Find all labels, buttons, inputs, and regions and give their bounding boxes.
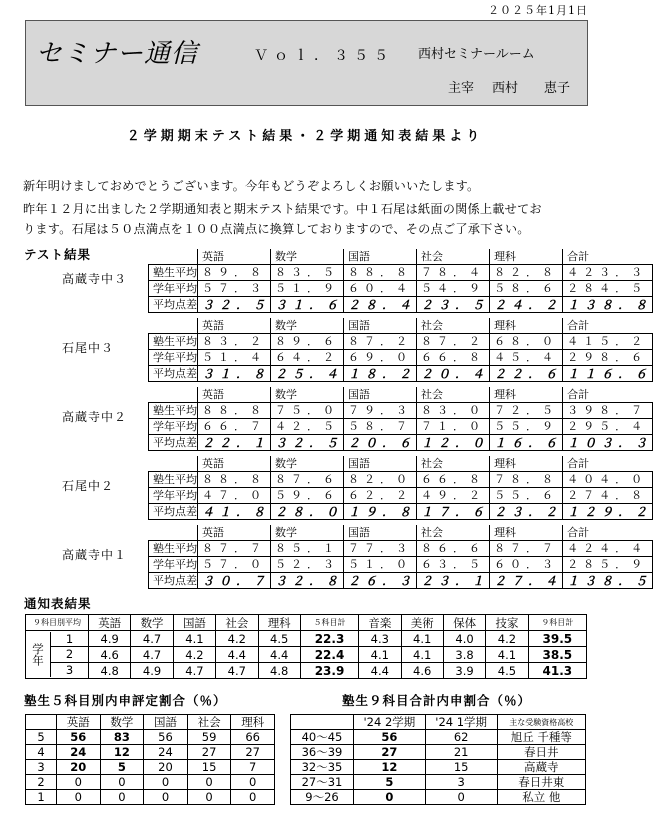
score-cell: ４７．０ bbox=[198, 488, 271, 504]
subject-header: 国語 bbox=[344, 525, 417, 541]
score-cell: ７５．０ bbox=[271, 403, 344, 419]
score-cell: ６６．７ bbox=[198, 419, 271, 435]
intro-line: ります。石尾は５０点満点を１００点満点に換算しておりますので、その点ご了承下さい。 bbox=[23, 222, 530, 236]
grade-cell: 4.6 bbox=[401, 663, 443, 679]
subject-header: 合計 bbox=[563, 318, 653, 334]
grade-cell: 4.2 bbox=[173, 647, 215, 663]
score-cell: ５７．３ bbox=[198, 281, 271, 297]
score-cell: １１６．６ bbox=[563, 366, 653, 382]
ratio5-cell: 0 bbox=[231, 775, 275, 790]
subject-header: 英語 bbox=[198, 525, 271, 541]
ratio5-cell: 0 bbox=[100, 790, 144, 805]
school-score-table bbox=[148, 249, 653, 313]
subject-header: 英語 bbox=[198, 318, 271, 334]
grade-cell: 4.4 bbox=[216, 647, 258, 663]
ratio9-cell: 56 bbox=[354, 730, 426, 745]
score-cell: ３０．７ bbox=[198, 573, 271, 589]
ratio5-cell: 0 bbox=[187, 790, 231, 805]
grade-header: 社会 bbox=[216, 615, 258, 631]
grade-header: 技家 bbox=[486, 615, 528, 631]
organization-name: 西村セミナールーム bbox=[418, 47, 535, 62]
score-cell: ２７．４ bbox=[490, 573, 563, 589]
ratio9-cell: 春日井 bbox=[497, 745, 585, 760]
score-cell: １９．８ bbox=[344, 504, 417, 520]
intro-line: 昨年１２月に出ました２学期通知表と期末テスト結果です。中１石尾は紙面の関係上載せてお bbox=[23, 202, 542, 216]
score-cell: ７９．３ bbox=[344, 403, 417, 419]
grade-cell: 4.1 bbox=[401, 647, 443, 663]
subject-header: 合計 bbox=[563, 456, 653, 472]
row-label: 平均点差 bbox=[149, 297, 198, 313]
score-cell: ８３．２ bbox=[198, 334, 271, 350]
grade-table-corner: ９科目別平均 bbox=[26, 615, 89, 631]
subject-header: 合計 bbox=[563, 387, 653, 403]
score-cell: ２０．４ bbox=[417, 366, 490, 382]
row-label: 学年平均 bbox=[149, 419, 198, 435]
grade-cell: 4.7 bbox=[131, 631, 173, 647]
intro-line: 新年明けましておめでとうございます。今年もどうぞよろしくお願いいたします。 bbox=[23, 179, 480, 193]
subject-header: 理科 bbox=[490, 249, 563, 265]
school-score-table bbox=[148, 318, 653, 382]
score-cell: ８８．８ bbox=[344, 265, 417, 281]
school-name: 石尾中３ bbox=[62, 341, 115, 355]
ratio5-cell: 0 bbox=[100, 775, 144, 790]
ratio5-cell: 24 bbox=[57, 745, 101, 760]
score-cell: ２２．６ bbox=[490, 366, 563, 382]
score-cell: ７２．５ bbox=[490, 403, 563, 419]
ratio9-cell: 12 bbox=[354, 760, 426, 775]
ratio5-cell: 66 bbox=[231, 730, 275, 745]
subject-header: 国語 bbox=[344, 456, 417, 472]
subject-header: 合計 bbox=[563, 525, 653, 541]
grade-cell: 4.4 bbox=[359, 663, 401, 679]
grade-side-cell bbox=[26, 631, 89, 679]
grade-cell: 4.1 bbox=[401, 631, 443, 647]
score-cell: ５２．３ bbox=[271, 557, 344, 573]
score-cell: ７１．０ bbox=[417, 419, 490, 435]
score-cell: ８７．２ bbox=[417, 334, 490, 350]
ratio9-cell: 62 bbox=[425, 730, 497, 745]
score-cell: ６４．２ bbox=[271, 350, 344, 366]
score-cell: ２８．４ bbox=[344, 297, 417, 313]
score-cell: １０３．３ bbox=[563, 435, 653, 451]
ratio5-cell: 0 bbox=[231, 790, 275, 805]
school-name: 石尾中２ bbox=[62, 479, 115, 493]
score-cell: １７．６ bbox=[417, 504, 490, 520]
score-cell: ４２３．３ bbox=[563, 265, 653, 281]
score-cell: １３８．５ bbox=[563, 573, 653, 589]
row-label: 学年平均 bbox=[149, 281, 198, 297]
subject-header: 数学 bbox=[271, 456, 344, 472]
ratio9-cell: 21 bbox=[425, 745, 497, 760]
subject-header: 英語 bbox=[198, 387, 271, 403]
score-cell: ２７４．８ bbox=[563, 488, 653, 504]
row-label: 平均点差 bbox=[149, 573, 198, 589]
ratio9-cell: 5 bbox=[354, 775, 426, 790]
score-cell: ５５．６ bbox=[490, 488, 563, 504]
ratio9-table bbox=[290, 714, 586, 805]
grade-average-table bbox=[25, 614, 587, 679]
subject-header: 社会 bbox=[417, 456, 490, 472]
score-corner bbox=[149, 525, 198, 541]
ratio5-cell: 83 bbox=[100, 730, 144, 745]
row-label: 塾生平均 bbox=[149, 334, 198, 350]
grade-cell: 3.9 bbox=[443, 663, 485, 679]
row-label: 塾生平均 bbox=[149, 472, 198, 488]
ratio5-cell: 56 bbox=[57, 730, 101, 745]
subject-header: 国語 bbox=[344, 387, 417, 403]
score-cell: ３１．８ bbox=[198, 366, 271, 382]
subject-header: 社会 bbox=[417, 249, 490, 265]
ratio9-heading: 塾生９科目合計内申割合（％） bbox=[342, 693, 532, 708]
grade-header: 美術 bbox=[401, 615, 443, 631]
row-label: 塾生平均 bbox=[149, 541, 198, 557]
grade-header: ５科目計 bbox=[300, 615, 358, 631]
grade-cell: 4.9 bbox=[89, 631, 131, 647]
subject-header: 社会 bbox=[417, 318, 490, 334]
ratio5-cell: 4 bbox=[26, 745, 57, 760]
score-cell: ６０．４ bbox=[344, 281, 417, 297]
score-cell: ３２．５ bbox=[271, 435, 344, 451]
score-cell: ８２．０ bbox=[344, 472, 417, 488]
score-cell: ８６．６ bbox=[417, 541, 490, 557]
score-cell: ６３．５ bbox=[417, 557, 490, 573]
ratio5-table bbox=[25, 714, 275, 805]
score-corner bbox=[149, 387, 198, 403]
subject-header: 社会 bbox=[417, 387, 490, 403]
subject-header: 数学 bbox=[271, 525, 344, 541]
grade-cell: 4.5 bbox=[258, 631, 300, 647]
grade-cell: 4.2 bbox=[486, 631, 528, 647]
score-cell: ４９．２ bbox=[417, 488, 490, 504]
subject-header: 理科 bbox=[490, 456, 563, 472]
score-cell: １２．０ bbox=[417, 435, 490, 451]
score-cell: ７８．８ bbox=[490, 472, 563, 488]
score-cell: ８７．６ bbox=[271, 472, 344, 488]
score-cell: ５１．４ bbox=[198, 350, 271, 366]
score-cell: ２２．１ bbox=[198, 435, 271, 451]
ratio5-cell: 27 bbox=[187, 745, 231, 760]
subject-header: 数学 bbox=[271, 318, 344, 334]
row-label: 学年平均 bbox=[149, 350, 198, 366]
grade-year: 3 bbox=[65, 662, 74, 677]
score-corner bbox=[149, 456, 198, 472]
grade-cell: 4.5 bbox=[486, 663, 528, 679]
row-label: 学年平均 bbox=[149, 488, 198, 504]
score-cell: ４０４．０ bbox=[563, 472, 653, 488]
subject-header: 理科 bbox=[490, 387, 563, 403]
ratio9-cell: 0 bbox=[425, 790, 497, 805]
score-cell: ８８．８ bbox=[198, 472, 271, 488]
school-name: 高蔵寺中１ bbox=[62, 548, 128, 562]
score-cell: ５１．９ bbox=[271, 281, 344, 297]
score-cell: ２５．４ bbox=[271, 366, 344, 382]
ratio9-corner bbox=[291, 715, 354, 730]
ratio9-cell: 私立 他 bbox=[497, 790, 585, 805]
ratio9-cell: 春日井東 bbox=[497, 775, 585, 790]
headline: ２学期期末テスト結果・２学期通知表結果より bbox=[126, 129, 484, 144]
grade-cell: 22.3 bbox=[300, 631, 358, 647]
test-results-heading: テスト結果 bbox=[24, 247, 92, 262]
grade-cell: 39.5 bbox=[528, 631, 586, 647]
score-cell: ８２．８ bbox=[490, 265, 563, 281]
score-cell: ８７．２ bbox=[344, 334, 417, 350]
score-cell: ３９８．７ bbox=[563, 403, 653, 419]
score-cell: ６９．０ bbox=[344, 350, 417, 366]
grade-cell: 4.1 bbox=[173, 631, 215, 647]
grade-cell: 4.2 bbox=[216, 631, 258, 647]
grade-cell: 4.3 bbox=[359, 631, 401, 647]
score-cell: ６０．３ bbox=[490, 557, 563, 573]
grade-cell: 41.3 bbox=[528, 663, 586, 679]
score-cell: ２６．３ bbox=[344, 573, 417, 589]
grade-header: ９科目計 bbox=[528, 615, 586, 631]
ratio5-cell: 59 bbox=[187, 730, 231, 745]
ratio5-heading: 塾生５科目別内申評定割合（％） bbox=[24, 693, 227, 708]
grade-header: 音楽 bbox=[359, 615, 401, 631]
subject-header: 数学 bbox=[271, 249, 344, 265]
grade-cell: 23.9 bbox=[300, 663, 358, 679]
ratio9-cell: 36～39 bbox=[291, 745, 354, 760]
row-label: 平均点差 bbox=[149, 366, 198, 382]
score-cell: ２４．２ bbox=[490, 297, 563, 313]
score-cell: ４１５．２ bbox=[563, 334, 653, 350]
grade-cell: 4.1 bbox=[359, 647, 401, 663]
ratio5-header: 理科 bbox=[231, 715, 275, 730]
grade-cell: 4.4 bbox=[258, 647, 300, 663]
score-cell: ５５．９ bbox=[490, 419, 563, 435]
score-cell: ８９．６ bbox=[271, 334, 344, 350]
grade-header: 英語 bbox=[89, 615, 131, 631]
subject-header: 合計 bbox=[563, 249, 653, 265]
score-cell: ３２．５ bbox=[198, 297, 271, 313]
ratio5-corner bbox=[26, 715, 57, 730]
score-cell: ４５．４ bbox=[490, 350, 563, 366]
score-cell: １３８．８ bbox=[563, 297, 653, 313]
score-cell: ３２．８ bbox=[271, 573, 344, 589]
row-label: 平均点差 bbox=[149, 504, 198, 520]
score-corner bbox=[149, 318, 198, 334]
ratio9-header: 主な受験資格高校 bbox=[497, 715, 585, 730]
grade-header: 数学 bbox=[131, 615, 173, 631]
score-cell: ８３．０ bbox=[417, 403, 490, 419]
ratio5-cell: 0 bbox=[144, 790, 188, 805]
ratio5-header: 国語 bbox=[144, 715, 188, 730]
score-cell: ８７．７ bbox=[198, 541, 271, 557]
score-cell: ４２４．４ bbox=[563, 541, 653, 557]
ratio5-cell: 56 bbox=[144, 730, 188, 745]
score-cell: ６６．８ bbox=[417, 472, 490, 488]
grade-cell: 4.8 bbox=[258, 663, 300, 679]
newsletter-title: セミナー通信 bbox=[36, 39, 199, 69]
grade-header: 国語 bbox=[173, 615, 215, 631]
grade-cell: 4.7 bbox=[131, 647, 173, 663]
ratio5-cell: 1 bbox=[26, 790, 57, 805]
grade-cell: 22.4 bbox=[300, 647, 358, 663]
score-cell: ２３．２ bbox=[490, 504, 563, 520]
role-label: 主宰 bbox=[448, 81, 475, 96]
score-cell: ６８．０ bbox=[490, 334, 563, 350]
ratio5-cell: 0 bbox=[57, 775, 101, 790]
ratio9-cell: 27 bbox=[354, 745, 426, 760]
score-corner bbox=[149, 249, 198, 265]
subject-header: 国語 bbox=[344, 318, 417, 334]
ratio9-cell: 32～35 bbox=[291, 760, 354, 775]
score-cell: ５１．０ bbox=[344, 557, 417, 573]
ratio9-cell: 9～26 bbox=[291, 790, 354, 805]
subject-header: 英語 bbox=[198, 249, 271, 265]
grade-cell: 4.7 bbox=[173, 663, 215, 679]
subject-header: 理科 bbox=[490, 318, 563, 334]
ratio5-cell: 12 bbox=[100, 745, 144, 760]
grade-year: 1 bbox=[51, 632, 88, 647]
row-label: 塾生平均 bbox=[149, 265, 198, 281]
ratio5-cell: 7 bbox=[231, 760, 275, 775]
grade-results-heading: 通知表結果 bbox=[24, 596, 92, 611]
ratio9-cell: 27～31 bbox=[291, 775, 354, 790]
ratio5-cell: 27 bbox=[231, 745, 275, 760]
score-cell: ３１．６ bbox=[271, 297, 344, 313]
school-score-table bbox=[148, 525, 653, 589]
score-cell: ２３．５ bbox=[417, 297, 490, 313]
score-cell: ２９５．４ bbox=[563, 419, 653, 435]
ratio5-cell: 0 bbox=[57, 790, 101, 805]
score-cell: ８５．１ bbox=[271, 541, 344, 557]
volume-number: Ｖｏｌ．３５５ bbox=[254, 48, 394, 64]
score-cell: ５７．０ bbox=[198, 557, 271, 573]
score-cell: １８．２ bbox=[344, 366, 417, 382]
school-name: 高蔵寺中２ bbox=[62, 410, 128, 424]
grade-cell: 38.5 bbox=[528, 647, 586, 663]
ratio5-cell: 5 bbox=[26, 730, 57, 745]
grade-cell: 4.8 bbox=[89, 663, 131, 679]
ratio9-cell: 高蔵寺 bbox=[497, 760, 585, 775]
ratio9-cell: 40～45 bbox=[291, 730, 354, 745]
score-cell: ２８４．５ bbox=[563, 281, 653, 297]
row-label: 塾生平均 bbox=[149, 403, 198, 419]
ratio9-cell: 15 bbox=[425, 760, 497, 775]
score-cell: ４２．５ bbox=[271, 419, 344, 435]
owner-family-name: 西村 bbox=[492, 81, 519, 96]
school-score-table bbox=[148, 456, 653, 520]
grade-side-label: 学年 bbox=[26, 632, 51, 677]
score-cell: ２８．０ bbox=[271, 504, 344, 520]
issue-date: ２０２５年1月1日 bbox=[488, 4, 588, 17]
ratio5-header: 社会 bbox=[187, 715, 231, 730]
ratio5-cell: 3 bbox=[26, 760, 57, 775]
newsletter-header bbox=[25, 20, 588, 106]
grade-year: 2 bbox=[51, 647, 88, 662]
ratio5-cell: 20 bbox=[57, 760, 101, 775]
ratio5-cell: 0 bbox=[144, 775, 188, 790]
score-cell: ２０．６ bbox=[344, 435, 417, 451]
ratio9-cell: 3 bbox=[425, 775, 497, 790]
school-score-table bbox=[148, 387, 653, 451]
grade-cell: 4.7 bbox=[216, 663, 258, 679]
row-label: 平均点差 bbox=[149, 435, 198, 451]
ratio5-cell: 0 bbox=[187, 775, 231, 790]
score-cell: ８７．７ bbox=[490, 541, 563, 557]
ratio9-cell: 旭丘 千種等 bbox=[497, 730, 585, 745]
score-cell: ６２．２ bbox=[344, 488, 417, 504]
ratio5-header: 英語 bbox=[57, 715, 101, 730]
grade-cell: 3.8 bbox=[443, 647, 485, 663]
grade-cell: 4.1 bbox=[486, 647, 528, 663]
score-cell: ５４．９ bbox=[417, 281, 490, 297]
grade-header: 保体 bbox=[443, 615, 485, 631]
ratio5-cell: 20 bbox=[144, 760, 188, 775]
score-cell: １２９．２ bbox=[563, 504, 653, 520]
score-cell: ２３．１ bbox=[417, 573, 490, 589]
score-cell: ５８．７ bbox=[344, 419, 417, 435]
score-cell: ７７．３ bbox=[344, 541, 417, 557]
ratio5-cell: 15 bbox=[187, 760, 231, 775]
score-cell: ７８．４ bbox=[417, 265, 490, 281]
subject-header: 理科 bbox=[490, 525, 563, 541]
score-cell: ５８．６ bbox=[490, 281, 563, 297]
subject-header: 英語 bbox=[198, 456, 271, 472]
grade-cell: 4.9 bbox=[131, 663, 173, 679]
owner-given-name: 恵子 bbox=[544, 81, 571, 96]
subject-header: 国語 bbox=[344, 249, 417, 265]
row-label: 学年平均 bbox=[149, 557, 198, 573]
score-cell: ６６．８ bbox=[417, 350, 490, 366]
subject-header: 社会 bbox=[417, 525, 490, 541]
ratio5-header: 数学 bbox=[100, 715, 144, 730]
ratio5-cell: 2 bbox=[26, 775, 57, 790]
ratio9-cell: 0 bbox=[354, 790, 426, 805]
score-cell: １６．６ bbox=[490, 435, 563, 451]
ratio9-header: '24 1学期 bbox=[425, 715, 497, 730]
grade-header: 理科 bbox=[258, 615, 300, 631]
grade-cell: 4.6 bbox=[89, 647, 131, 663]
score-cell: ２８５．９ bbox=[563, 557, 653, 573]
ratio5-cell: 5 bbox=[100, 760, 144, 775]
score-cell: ２９８．６ bbox=[563, 350, 653, 366]
ratio5-cell: 24 bbox=[144, 745, 188, 760]
score-cell: ４１．８ bbox=[198, 504, 271, 520]
school-name: 高蔵寺中３ bbox=[62, 272, 128, 286]
score-cell: ８３．５ bbox=[271, 265, 344, 281]
grade-cell: 4.0 bbox=[443, 631, 485, 647]
score-cell: ５９．６ bbox=[271, 488, 344, 504]
score-cell: ８９．８ bbox=[198, 265, 271, 281]
score-cell: ８８．８ bbox=[198, 403, 271, 419]
subject-header: 数学 bbox=[271, 387, 344, 403]
ratio9-header: '24 2学期 bbox=[354, 715, 426, 730]
